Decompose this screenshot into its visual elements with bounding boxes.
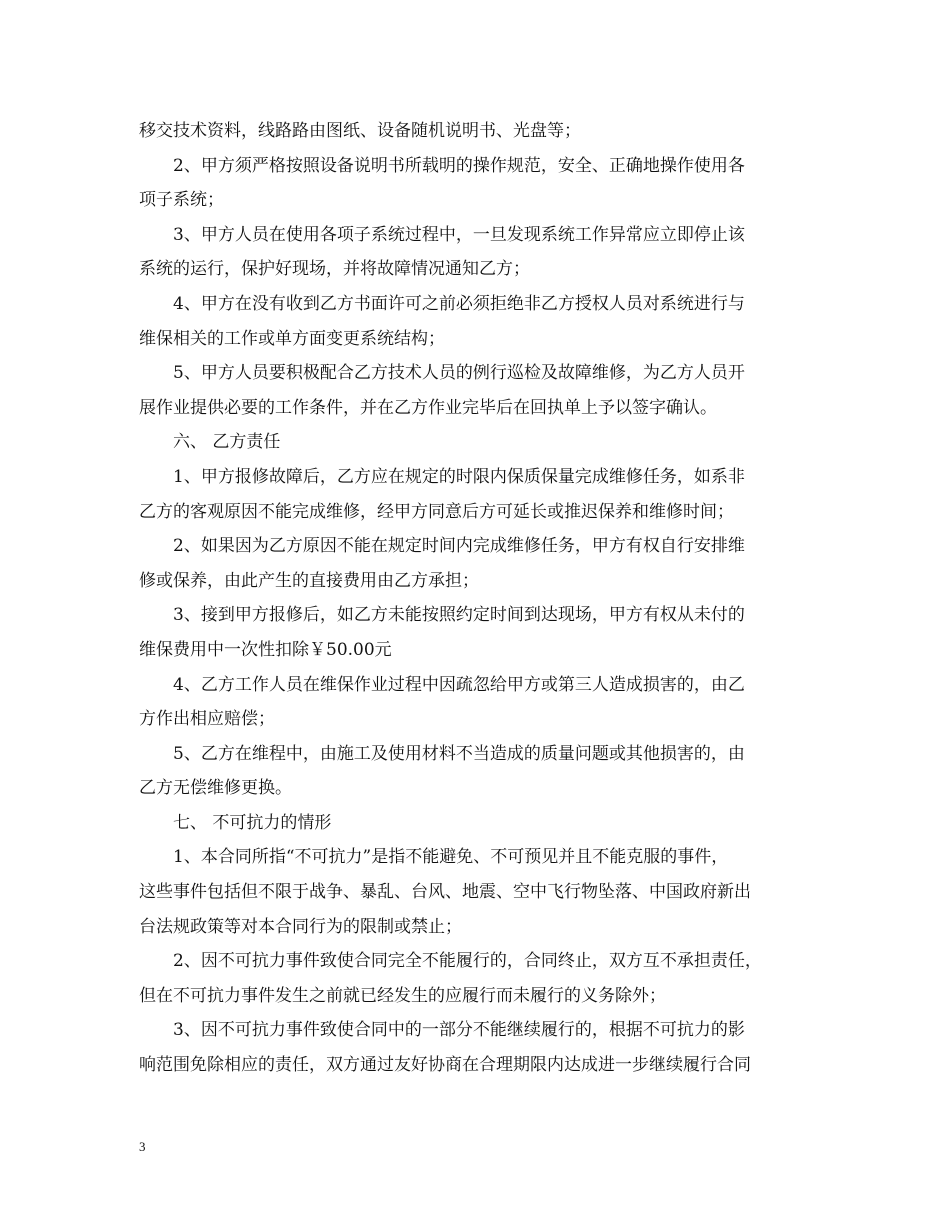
text-line: 乙方无偿维修更换。 xyxy=(139,778,292,799)
text-line: 但在不可抗力事件发生之前就已经发生的应履行而未履行的义务除外； xyxy=(139,985,666,1006)
text-line: 这些事件包括但不限于战争、暴乱、台风、地震、空中飞行物坠落、中国政府新出 xyxy=(139,882,751,903)
text-line: 修或保养，由此产生的直接费用由乙方承担； xyxy=(139,570,479,591)
text-line: 维保相关的工作或单方面变更系统结构； xyxy=(139,328,445,349)
text-line: 1、甲方报修故障后，乙方应在规定的时限内保质保量完成维修任务，如系非 xyxy=(173,466,745,487)
text-line: 六、 乙方责任 xyxy=(173,432,281,453)
text-line: 台法规政策等对本合同行为的限制或禁止； xyxy=(139,916,462,937)
text-line: 2、如果因为乙方原因不能在规定时间内完成维修任务，甲方有权自行安排维 xyxy=(173,536,745,557)
text-line: 4、乙方工作人员在维保作业过程中因疏忽给甲方或第三人造成损害的，由乙 xyxy=(173,674,745,695)
text-line: 2、甲方须严格按照设备说明书所载明的操作规范，安全、正确地操作使用各 xyxy=(173,155,745,176)
text-line: 3、接到甲方报修后，如乙方未能按照约定时间到达现场，甲方有权从未付的 xyxy=(173,605,745,626)
text-line: 维保费用中一次性扣除￥50.00元 xyxy=(139,639,392,660)
text-line: 2、因不可抗力事件致使合同完全不能履行的，合同终止，双方互不承担责任， xyxy=(173,951,762,972)
text-line: 5、乙方在维程中，由施工及使用材料不当造成的质量问题或其他损害的，由 xyxy=(173,743,745,764)
text-line: 1、本合同所指“不可抗力”是指不能避免、不可预见并且不能克服的事件， xyxy=(173,847,729,868)
text-line: 方作出相应赔偿； xyxy=(139,709,275,730)
page-number: 3 xyxy=(139,1139,146,1154)
text-line: 5、甲方人员要积极配合乙方技术人员的例行巡检及故障维修，为乙方人员开 xyxy=(173,363,745,384)
text-line: 七、 不可抗力的情形 xyxy=(173,812,332,833)
text-line: 项子系统； xyxy=(139,190,224,211)
text-line: 展作业提供必要的工作条件，并在乙方作业完毕后在回执单上予以签字确认。 xyxy=(139,397,717,418)
text-line: 系统的运行，保护好现场，并将故障情况通知乙方； xyxy=(139,259,530,280)
text-line: 3、因不可抗力事件致使合同中的一部分不能继续履行的，根据不可抗力的影 xyxy=(173,1020,745,1041)
text-line: 乙方的客观原因不能完成维修，经甲方同意后方可延长或推迟保养和维修时间； xyxy=(139,501,734,522)
text-line: 移交技术资料，线路路由图纸、设备随机说明书、光盘等； xyxy=(139,121,581,141)
document-body xyxy=(139,114,811,1083)
text-line: 4、甲方在没有收到乙方书面许可之前必须拒绝非乙方授权人员对系统进行与 xyxy=(173,293,745,314)
text-line: 3、甲方人员在使用各项子系统过程中，一旦发现系统工作异常应立即停止该 xyxy=(173,224,745,245)
text-line: 响范围免除相应的责任，双方通过友好协商在合理期限内达成进一步继续履行合同 xyxy=(139,1055,751,1076)
